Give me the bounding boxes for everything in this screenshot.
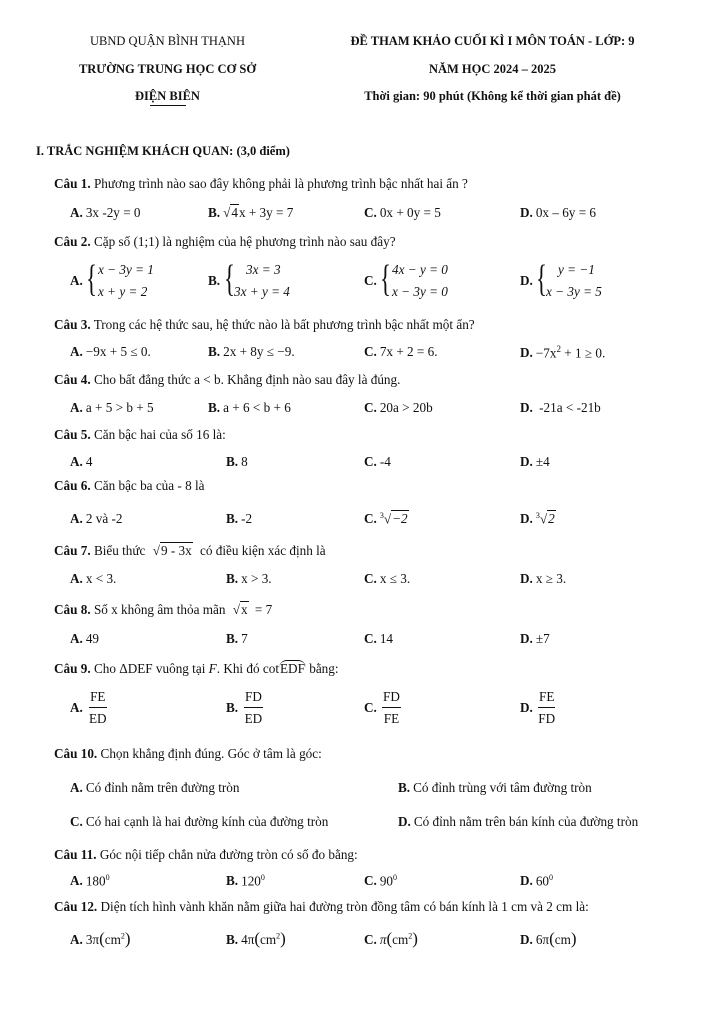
radicand: x [240,602,248,617]
option-label: C. [364,700,377,715]
question-text: Phương trình nào sao đây không phải là phương trình bậc nhất hai ẩn ? [93,176,468,191]
question-text: Căn bậc ba của - 8 là [93,478,205,493]
q11-option-c[interactable] [364,873,397,889]
option-label: B. [226,454,239,469]
question-number: Câu 7. [54,543,91,558]
question-11 [54,847,358,863]
option-label: D. [520,454,533,469]
question-6 [54,478,205,494]
option-text: Có đỉnh nằm trên đường tròn [85,780,240,795]
q12-option-b[interactable] [226,929,286,949]
question-8 [54,602,272,618]
option-label: C. [364,400,377,415]
option-text: x ≥ 3. [535,571,567,586]
option-label: B. [226,631,239,646]
question-5 [54,427,226,443]
option-text: π [379,932,387,947]
paren-close: ) [412,929,418,948]
sqrt-icon: √ [232,602,240,617]
option-label: C. [364,273,377,288]
exponent: 2 [276,931,281,941]
q3-option-a[interactable] [70,344,151,360]
option-label: B. [226,700,239,715]
q9-option-a[interactable] [70,689,130,729]
option-label: A. [70,273,83,288]
equation-2: x − 3y = 0 [392,284,448,299]
option-label: A. [70,932,83,947]
option-text: 14 [379,631,394,646]
equation-1: 3x = 3 [246,262,281,277]
option-label: A. [70,631,83,646]
question-text: Góc nội tiếp chắn nửa đường tròn có số đo bằng: [99,847,358,862]
question-number: Câu 1. [54,176,91,191]
option-text: x > 3. [241,571,272,586]
q4-option-c[interactable] [364,400,433,416]
option-text: Có đỉnh nằm trên bán kính của đường tròn [413,814,639,829]
brace-icon: { [224,258,235,300]
question-number: Câu 2. [54,234,91,249]
unit: cm [392,932,409,947]
option-label: D. [520,571,533,586]
question-text: Cho bất đẳng thức a < b. Khẳng định nào sau đây là đúng. [93,372,401,387]
header-left-line2: TRƯỜNG TRUNG HỌC CƠ SỞ [78,62,257,76]
question-number: Câu 4. [54,372,91,387]
paren-close: ) [280,929,286,948]
option-text: ±7 [535,631,550,646]
question-text: Căn bậc hai của số 16 là: [93,427,226,442]
question-text: bằng: [305,661,339,676]
option-text: a + 5 > b + 5 [85,400,154,415]
q12-option-a[interactable] [70,929,131,949]
unit: cm [104,932,121,947]
q12-option-c[interactable] [364,929,418,949]
root-index: 3 [379,511,384,520]
q10-option-c[interactable] [70,814,328,830]
option-label: C. [364,873,377,889]
option-text: 4π [241,932,255,947]
sqrt-icon: √ [539,511,548,527]
fraction [244,689,263,727]
equation-2: x + y = 2 [98,284,148,299]
option-text: −9x + 5 ≤ 0. [85,344,151,359]
degree-sign: 0 [549,873,554,882]
option-label: C. [364,571,377,586]
paren-open: ( [549,929,555,948]
q6-option-c[interactable] [364,511,409,527]
exponent: 2 [408,931,413,941]
question-text: có điều kiện xác định là [200,543,326,558]
equation-1: 4x − y = 0 [392,262,448,277]
option-label: A. [70,511,83,526]
q8-option-d[interactable] [520,631,550,647]
exponent: 2 [556,344,561,354]
root-index: 3 [535,511,540,520]
option-label: B. [208,400,221,415]
q6-option-d[interactable] [520,511,556,527]
radicand: −2 [392,511,408,527]
option-text: x ≤ 3. [379,571,411,586]
question-number: Câu 8. [54,602,91,617]
question-text: Chọn khẳng định đúng. Góc ở tâm là góc: [100,746,322,761]
q4-option-d[interactable] [520,400,601,416]
option-label: B. [398,780,411,795]
question-3 [54,317,475,333]
option-text: 0x – 6y = 6 [535,205,597,220]
question-4 [54,372,400,388]
header-right-line2: NĂM HỌC 2024 – 2025 [428,62,557,76]
option-label: A. [70,873,83,889]
q5-option-b[interactable] [226,454,248,470]
option-text: ±4 [535,454,550,469]
option-text: -4 [379,454,391,469]
header-left-line3: ĐIỆN BIÊN [135,89,200,103]
question-number: Câu 5. [54,427,91,442]
option-label: C. [70,814,83,829]
option-label: C. [364,344,377,359]
numerator: FD [244,689,263,708]
q3-option-b[interactable] [208,344,295,360]
option-label: C. [364,511,377,527]
option-text: 3π [85,932,100,947]
option-text: 4 [85,454,93,469]
option-label: D. [520,205,533,220]
option-text: 7x + 2 = 6. [379,344,438,359]
option-label: B. [208,273,221,288]
option-label: A. [70,780,83,795]
option-text: 8 [241,454,248,469]
option-label: A. [70,571,83,586]
vertex-label: F [208,661,217,676]
q7-option-a[interactable] [70,571,116,587]
q2-option-c[interactable] [364,260,484,304]
radicand: 2 [548,511,555,527]
option-label: C. [364,932,377,947]
equation-2: 3x + y = 4 [234,284,290,299]
q7-option-b[interactable] [226,571,272,587]
q1-option-c[interactable] [364,205,441,221]
option-text: 6π [535,932,550,947]
equation-1: x − 3y = 1 [98,262,154,277]
q12-option-d[interactable] [520,929,577,949]
option-text: x < 3. [85,571,117,586]
fraction [538,689,555,727]
header-left-line1: UBND QUẬN BÌNH THẠNH [90,34,245,48]
q10-option-d[interactable] [398,814,638,830]
question-2 [54,234,396,250]
header-right-line3: Thời gian: 90 phút (Không kể thời gian phát đề) [364,89,621,103]
option-label: D. [520,631,533,646]
section-title: I. TRẮC NGHIỆM KHÁCH QUAN: (3,0 điểm) [36,144,290,158]
header-right-line1: ĐỀ THAM KHẢO CUỐI KÌ I MÔN TOÁN - LỚP: 9 [350,34,635,48]
option-text: Có đỉnh trùng với tâm đường tròn [413,780,592,795]
option-label: D. [520,873,533,889]
radicand: 9 - 3x [160,543,192,558]
option-text: 60 [535,873,550,889]
angle-label: EDF [280,661,305,676]
option-text: 49 [85,631,100,646]
q1-option-d[interactable] [520,205,596,221]
q4-option-a[interactable] [70,400,154,416]
option-text: 120 [241,873,261,889]
q11-option-b[interactable] [226,873,265,889]
option-label: B. [208,344,221,359]
option-label: B. [226,571,239,586]
option-text: 180 [85,873,106,889]
option-text: Có hai cạnh là hai đường kính của đường tròn [85,814,329,829]
fraction [382,689,401,727]
q8-option-c[interactable] [364,631,393,647]
unit: cm [554,932,571,947]
sqrt-symbol: √ [223,205,231,220]
sqrt-icon: √ [383,511,392,527]
option-label: D. [520,345,533,361]
q2-option-b[interactable] [208,260,328,304]
option-label: B. [226,873,239,889]
option-text: 20a > 20b [379,400,433,415]
q1-option-a[interactable] [70,205,141,221]
q1-option-b[interactable] [208,205,293,221]
q10-option-b[interactable] [398,780,592,796]
question-text: Diện tích hình vành khăn nằm giữa hai đường tròn đồng tâm có bán kính là 1 cm và 2 cm là: [100,899,589,914]
radicand: 4 [231,205,238,220]
q4-option-b[interactable] [208,400,291,416]
question-10 [54,746,322,762]
question-7 [54,543,326,559]
question-number: Câu 3. [54,317,91,332]
paren-open: ( [254,929,261,948]
degree-sign: 0 [260,873,265,882]
option-text: -21a < -21b [535,400,601,415]
numerator: FE [538,689,555,708]
option-label: A. [70,344,83,359]
question-number: Câu 12. [54,899,98,914]
question-text: Cặp số (1;1) là nghiệm của hệ phương trình nào sau đây? [93,234,396,249]
question-9 [54,661,339,677]
option-label: B. [226,511,239,526]
q6-option-a[interactable] [70,511,122,527]
brace-icon: { [536,258,547,300]
option-label: A. [70,205,83,220]
question-number: Câu 10. [54,746,98,761]
option-text: 7 [241,631,248,646]
paren-open: ( [99,929,105,948]
option-text: −7x [535,345,557,361]
unit: cm [260,932,277,947]
q9-option-d[interactable] [520,689,580,729]
question-number: Câu 11. [54,847,97,862]
question-text: = 7 [254,602,273,617]
option-text: 2x + 8y ≤ −9. [223,344,295,359]
q10-option-a[interactable] [70,780,240,796]
q7-option-d[interactable] [520,571,566,587]
option-label: C. [364,454,377,469]
q9-option-b[interactable] [226,689,286,729]
option-label: D. [520,273,533,288]
brace-icon: { [380,258,391,300]
header-underline [150,105,186,106]
option-label: C. [364,631,377,646]
q7-option-c[interactable] [364,571,410,587]
denominator: ED [89,711,107,726]
q3-option-c[interactable] [364,344,438,360]
option-label: C. [364,205,377,220]
question-12 [54,899,589,915]
option-label: A. [70,454,83,469]
question-text: Biểu thức [93,543,146,558]
degree-sign: 0 [105,873,110,882]
question-text: Cho ΔDEF vuông tại [93,661,206,676]
question-number: Câu 6. [54,478,91,493]
denominator: ED [244,711,263,726]
option-text: 3x -2y = 0 [85,205,141,220]
exponent: 2 [120,931,125,941]
denominator: FE [383,711,400,726]
paren-close: ) [570,929,577,948]
fraction [89,689,107,727]
option-text: 2 và -2 [85,511,123,526]
option-text: + 1 ≥ 0. [560,345,606,361]
option-text: 0x + 0y = 5 [379,205,441,220]
option-label: D. [398,814,411,829]
q5-option-d[interactable] [520,454,550,470]
brace-icon: { [86,258,97,300]
numerator: FD [382,689,401,708]
option-label: A. [70,700,83,715]
option-label: D. [520,400,533,415]
option-label: D. [520,932,533,947]
q6-option-b[interactable] [226,511,252,527]
question-1 [54,176,468,192]
q2-option-d[interactable] [520,260,640,304]
equation-1: y = −1 [558,262,595,277]
option-label: B. [208,205,221,220]
numerator: FE [89,689,107,708]
q8-option-b[interactable] [226,631,248,647]
option-text: a + 6 < b + 6 [223,400,291,415]
degree-sign: 0 [393,873,398,882]
equation-2: x − 3y = 5 [546,284,602,299]
q8-option-a[interactable] [70,631,99,647]
question-number: Câu 9. [54,661,91,676]
option-label: B. [226,932,239,947]
sqrt-icon: √ [152,543,160,558]
option-text: x + 3y = 7 [238,205,294,220]
paren-close: ) [124,929,131,948]
question-text: . Khi đó cot [216,661,279,676]
option-text: -2 [241,511,253,526]
option-label: D. [520,700,533,715]
question-text: Số x không âm thỏa mãn [93,602,226,617]
q5-option-a[interactable] [70,454,92,470]
q11-option-a[interactable] [70,873,110,889]
q3-option-d[interactable] [520,344,605,361]
denominator: FD [538,711,556,726]
q5-option-c[interactable] [364,454,391,470]
question-text: Trong các hệ thức sau, hệ thức nào là bất phương trình bậc nhất một ẩn? [93,317,475,332]
q9-option-c[interactable] [364,689,424,729]
q2-option-a[interactable] [70,260,190,304]
option-label: A. [70,400,83,415]
paren-open: ( [386,929,393,948]
option-text: 90 [379,873,394,889]
option-label: D. [520,511,533,527]
q11-option-d[interactable] [520,873,553,889]
